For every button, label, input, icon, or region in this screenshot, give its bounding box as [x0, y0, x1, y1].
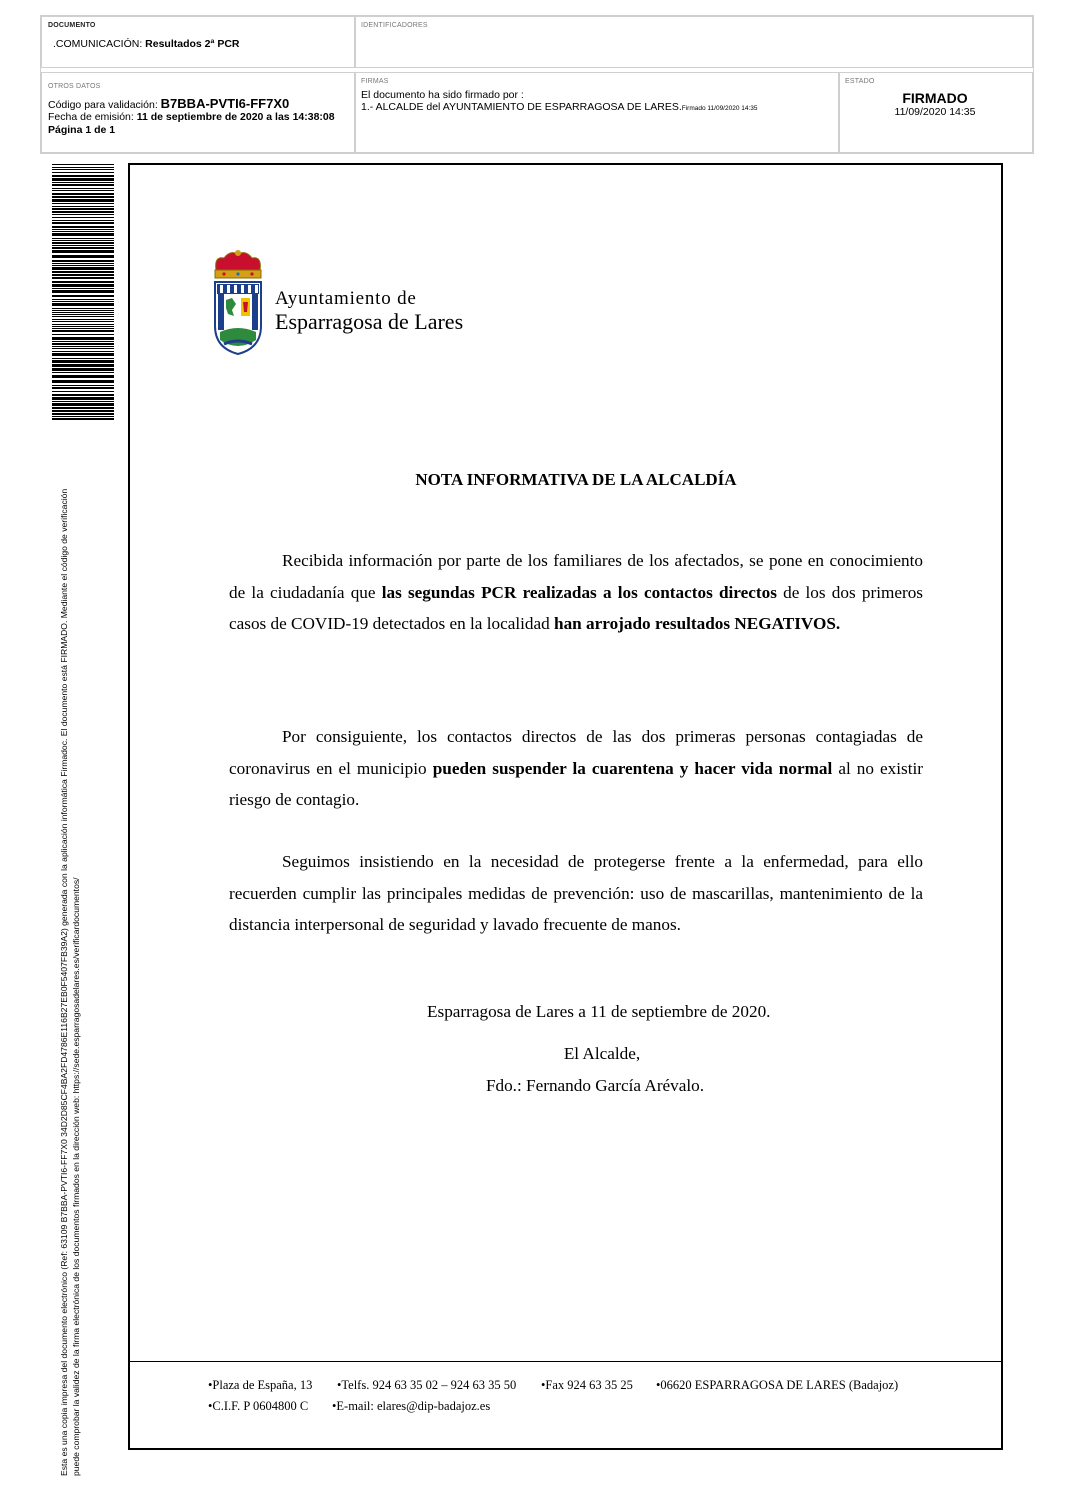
pagina: Página 1 de 1: [48, 124, 116, 136]
estado-cell: [839, 72, 1033, 153]
footer-fax: •Fax 924 63 35 25: [541, 1378, 633, 1392]
fecha-emision: Fecha de emisión: 11 de septiembre de 2020 a las 14:38:08: [48, 111, 335, 123]
firmas-cell: [355, 72, 839, 153]
footer-email: •E-mail: elares@dip-badajoz.es: [332, 1399, 491, 1413]
barcode-image: [52, 164, 114, 422]
footer-city: •06620 ESPARRAGOSA DE LARES (Badajoz): [656, 1378, 899, 1392]
footer-address: •Plaza de España, 13: [208, 1378, 313, 1392]
page-title: NOTA INFORMATIVA DE LA ALCALDÍA: [415, 470, 737, 489]
logo-line1: Ayuntamiento de: [275, 288, 417, 309]
coat-of-arms-icon: [210, 248, 266, 356]
firmas-line2: 1.- ALCALDE del AYUNTAMIENTO DE ESPARRAGOSA DE LARES.Firmado 11/09/2020 14:35: [361, 101, 758, 113]
signer-name: Fdo.: Fernando García Arévalo.: [485, 1076, 705, 1095]
firmas-line1: El documento ha sido firmado por :: [361, 89, 524, 101]
documento-cell: [41, 16, 355, 68]
estado-label: ESTADO: [845, 78, 875, 85]
estado-date: 11/09/2020 14:35: [894, 106, 976, 118]
documento-title: .COMUNICACIÓN: Resultados 2ª PCR: [53, 38, 240, 50]
paragraph-2: Por consiguiente, los contactos directos de las dos primeras personas contagiadas de coronavirus en el municipio pueden suspender la cuarentena y hacer vida normal al no existir riesgo de contagio.: [229, 727, 923, 809]
codigo-validacion: Código para validación: B7BBA-PVTI6-FF7X0: [48, 96, 290, 111]
documento-label: DOCUMENTO: [48, 22, 96, 29]
verification-text-line2: puede comprobar la validez de la firma electrónica de los documentos firmados en la dirección web: https://sede.esparragosadelares.es/verificardocumentos/: [71, 877, 81, 1476]
footer-cif: •C.I.F. P 0604800 C: [208, 1399, 309, 1413]
signer-role: El Alcalde,: [563, 1044, 641, 1063]
paragraph-1: Recibida información por parte de los familiares de los afectados, se pone en conocimiento de la ciudadanía que las segundas PCR realizadas a los contactos directos de los dos primeros casos de COVID-19 detectados en la localidad han arrojado resultados NEGATIVOS.: [229, 551, 923, 633]
document-header: [40, 15, 1034, 154]
identificadores-label: IDENTIFICADORES: [361, 22, 428, 29]
identificadores-cell: [355, 16, 1033, 68]
paragraph-3: Seguimos insistiendo en la necesidad de protegerse frente a la enfermedad, para ello recuerden cumplir las principales medidas de prevención: uso de mascarillas, mantenimiento de la distancia interpersonal de seguridad y lavado frecuente de manos.: [229, 852, 923, 934]
place-date: Esparragosa de Lares a 11 de septiembre de 2020.: [427, 1002, 771, 1021]
verification-text-line1: Esta es una copia impresa del documento electrónico (Ref: 63109 B7BBA-PVTI6-FF7X0 34D2D85CF4BA2FD4786E116B27EB0F5407FB39A2) generada con la aplicación informática Firmadoc. El documento está FIRMADO. Mediante el código de verificación: [59, 488, 69, 1476]
logo-line2: Esparragosa de Lares: [275, 309, 464, 334]
otros-datos-label: OTROS DATOS: [48, 83, 101, 90]
footer-divider: [130, 1361, 1001, 1362]
firmas-label: FIRMAS: [361, 78, 389, 85]
estado-value: FIRMADO: [902, 90, 968, 106]
footer-phones: •Telfs. 924 63 35 02 – 924 63 35 50: [337, 1378, 517, 1392]
otros-datos-cell: [41, 72, 355, 153]
